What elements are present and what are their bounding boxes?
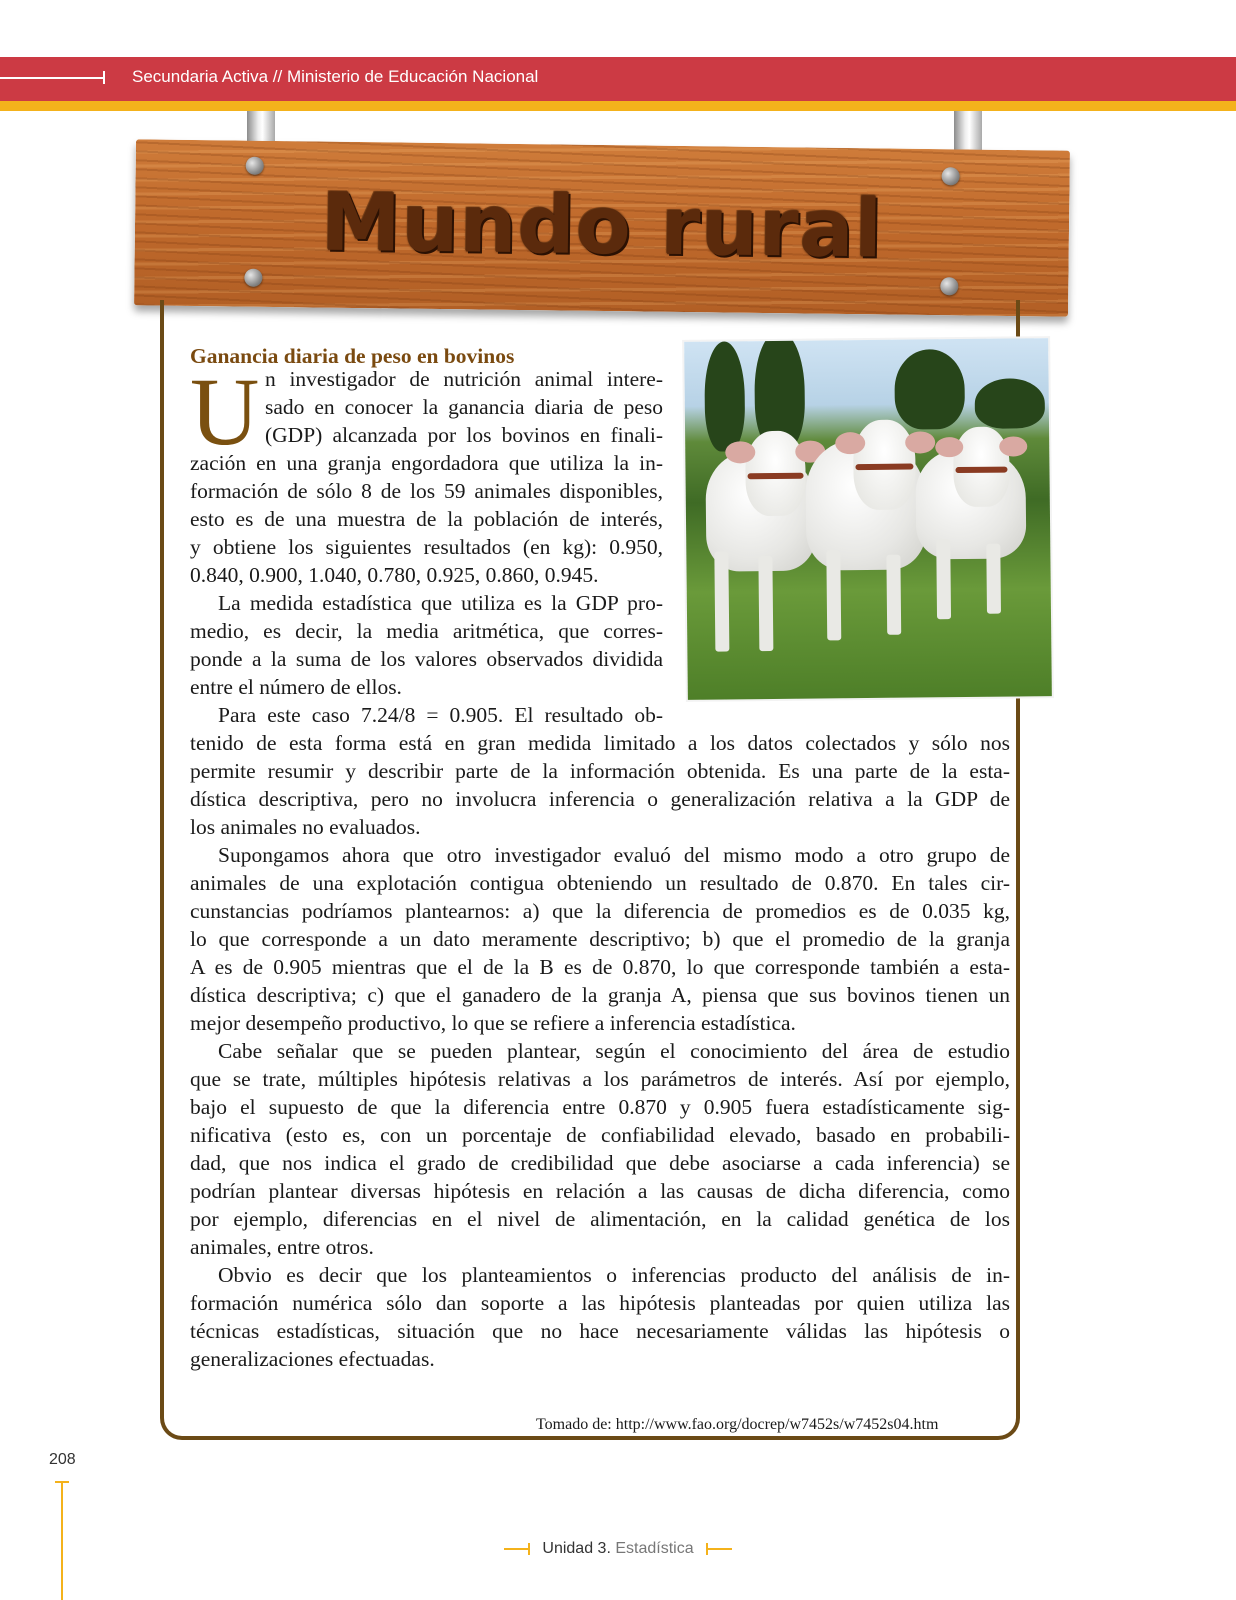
article-line: formación de sólo 8 de los 59 animales disponibles, xyxy=(190,479,663,503)
article-line: n investigador de nutrición animal intere- xyxy=(265,367,663,391)
footer-rule-right xyxy=(706,1548,732,1550)
drop-cap: U xyxy=(190,358,260,465)
article-line: bajo el supuesto de que la diferencia entre 0.870 y 0.905 fuera estadísticamente sig- xyxy=(190,1095,1010,1119)
source-citation: Tomado de: http://www.fao.org/docrep/w7452s/w7452s04.htm xyxy=(536,1416,939,1433)
article-line: tenido de esta forma está en gran medida limitado a los datos colectados y sólo nos xyxy=(190,731,1010,755)
footer-topic: Estadística xyxy=(615,1540,694,1557)
article-line: permite resumir y describir parte de la información obtenida. Es una parte de la esta- xyxy=(190,759,1010,783)
article-line: generalizaciones efectuadas. xyxy=(190,1347,435,1371)
bolt-icon xyxy=(246,157,264,175)
article-line: Para este caso 7.24/8 = 0.905. El resultado ob- xyxy=(218,703,663,727)
article-line: Supongamos ahora que otro investigador evaluó del mismo modo a otro grupo de xyxy=(218,843,1010,867)
article-line: dística descriptiva; c) que el ganadero de la granja A, piensa que sus bovinos tienen un xyxy=(190,983,1010,1007)
article-line: (GDP) alcanzada por los bovinos en finali- xyxy=(265,423,663,447)
article-line: esto es de una muestra de la población de interés, xyxy=(190,507,663,531)
section-title: Mundo rural xyxy=(320,175,884,276)
article-line: mejor desempeño productivo, lo que se refiere a inferencia estadística. xyxy=(190,1011,796,1035)
article-line: nificativa (esto es, con un porcentaje de confiabilidad elevado, basado en probabili- xyxy=(190,1123,1010,1147)
article-line: entre el número de ellos. xyxy=(190,675,402,699)
page-number: 208 xyxy=(49,1451,76,1468)
article-line: los animales no evaluados. xyxy=(190,815,421,839)
article-line: podrían plantear diversas hipótesis en relación a las causas de dicha diferencia, como xyxy=(190,1179,1010,1203)
header-stripe xyxy=(0,101,1236,111)
article-line: sado en conocer la ganancia diaria de peso xyxy=(265,395,663,419)
article-line: dística descriptiva, pero no involucra inferencia o generalización relativa a la GDP de xyxy=(190,787,1010,811)
article-line: Obvio es decir que los planteamientos o inferencias producto del análisis de in- xyxy=(218,1263,1010,1287)
footer-rule-left xyxy=(504,1548,530,1550)
article-line: dad, que nos indica el grado de credibilidad que debe asociarse a cada inferencia) se xyxy=(190,1151,1010,1175)
article-line: Cabe señalar que se pueden plantear, según el conocimiento del área de estudio xyxy=(218,1039,1010,1063)
footer-unit: Unidad 3. xyxy=(542,1540,611,1557)
article-line: formación numérica sólo dan soporte a las hipótesis planteadas por quien utiliza las xyxy=(190,1291,1010,1315)
wooden-sign xyxy=(134,139,1070,316)
bolt-icon xyxy=(244,269,262,287)
header-rule-tick xyxy=(103,71,105,84)
article-line: animales de una explotación contigua obteniendo un resultado de 0.870. En tales cir- xyxy=(190,871,1010,895)
header-rule xyxy=(0,77,104,79)
article-line: A es de 0.905 mientras que el de la B es de 0.870, lo que corresponde también a esta- xyxy=(190,955,1010,979)
article-line: que se trate, múltiples hipótesis relativas a los parámetros de interés. Así por ejemplo, xyxy=(190,1067,1010,1091)
bolt-icon xyxy=(940,277,958,295)
article-line: por ejemplo, diferencias en el nivel de alimentación, en la calidad genética de los xyxy=(190,1207,1010,1231)
article-line: cunstancias podríamos plantearnos: a) que la diferencia de promedios es de 0.035 kg, xyxy=(190,899,1010,923)
article-subtitle: Ganancia diaria de peso en bovinos xyxy=(190,344,515,368)
article-line: ponde a la suma de los valores observados dividida xyxy=(190,647,663,671)
cattle-photo xyxy=(684,338,1052,700)
article-line: lo que corresponde a un dato meramente descriptivo; b) que el promedio de la granja xyxy=(190,927,1010,951)
article-line: animales, entre otros. xyxy=(190,1235,374,1259)
article-line: y obtiene los siguientes resultados (en kg): 0.950, xyxy=(190,535,663,559)
article-line: técnicas estadísticas, situación que no hace necesariamente válidas las hipótesis o xyxy=(190,1319,1010,1343)
article-line: 0.840, 0.900, 1.040, 0.780, 0.925, 0.860, 0.945. xyxy=(190,563,599,587)
header-title: Secundaria Activa // Ministerio de Educación Nacional xyxy=(132,67,539,86)
article-line: zación en una granja engordadora que utiliza la in- xyxy=(190,451,663,475)
article-line: La medida estadística que utiliza es la GDP pro- xyxy=(218,591,663,615)
margin-rule-tick xyxy=(55,1481,69,1483)
page-footer xyxy=(0,1540,1236,1558)
article-line: medio, es decir, la media aritmética, que corres- xyxy=(190,619,663,643)
